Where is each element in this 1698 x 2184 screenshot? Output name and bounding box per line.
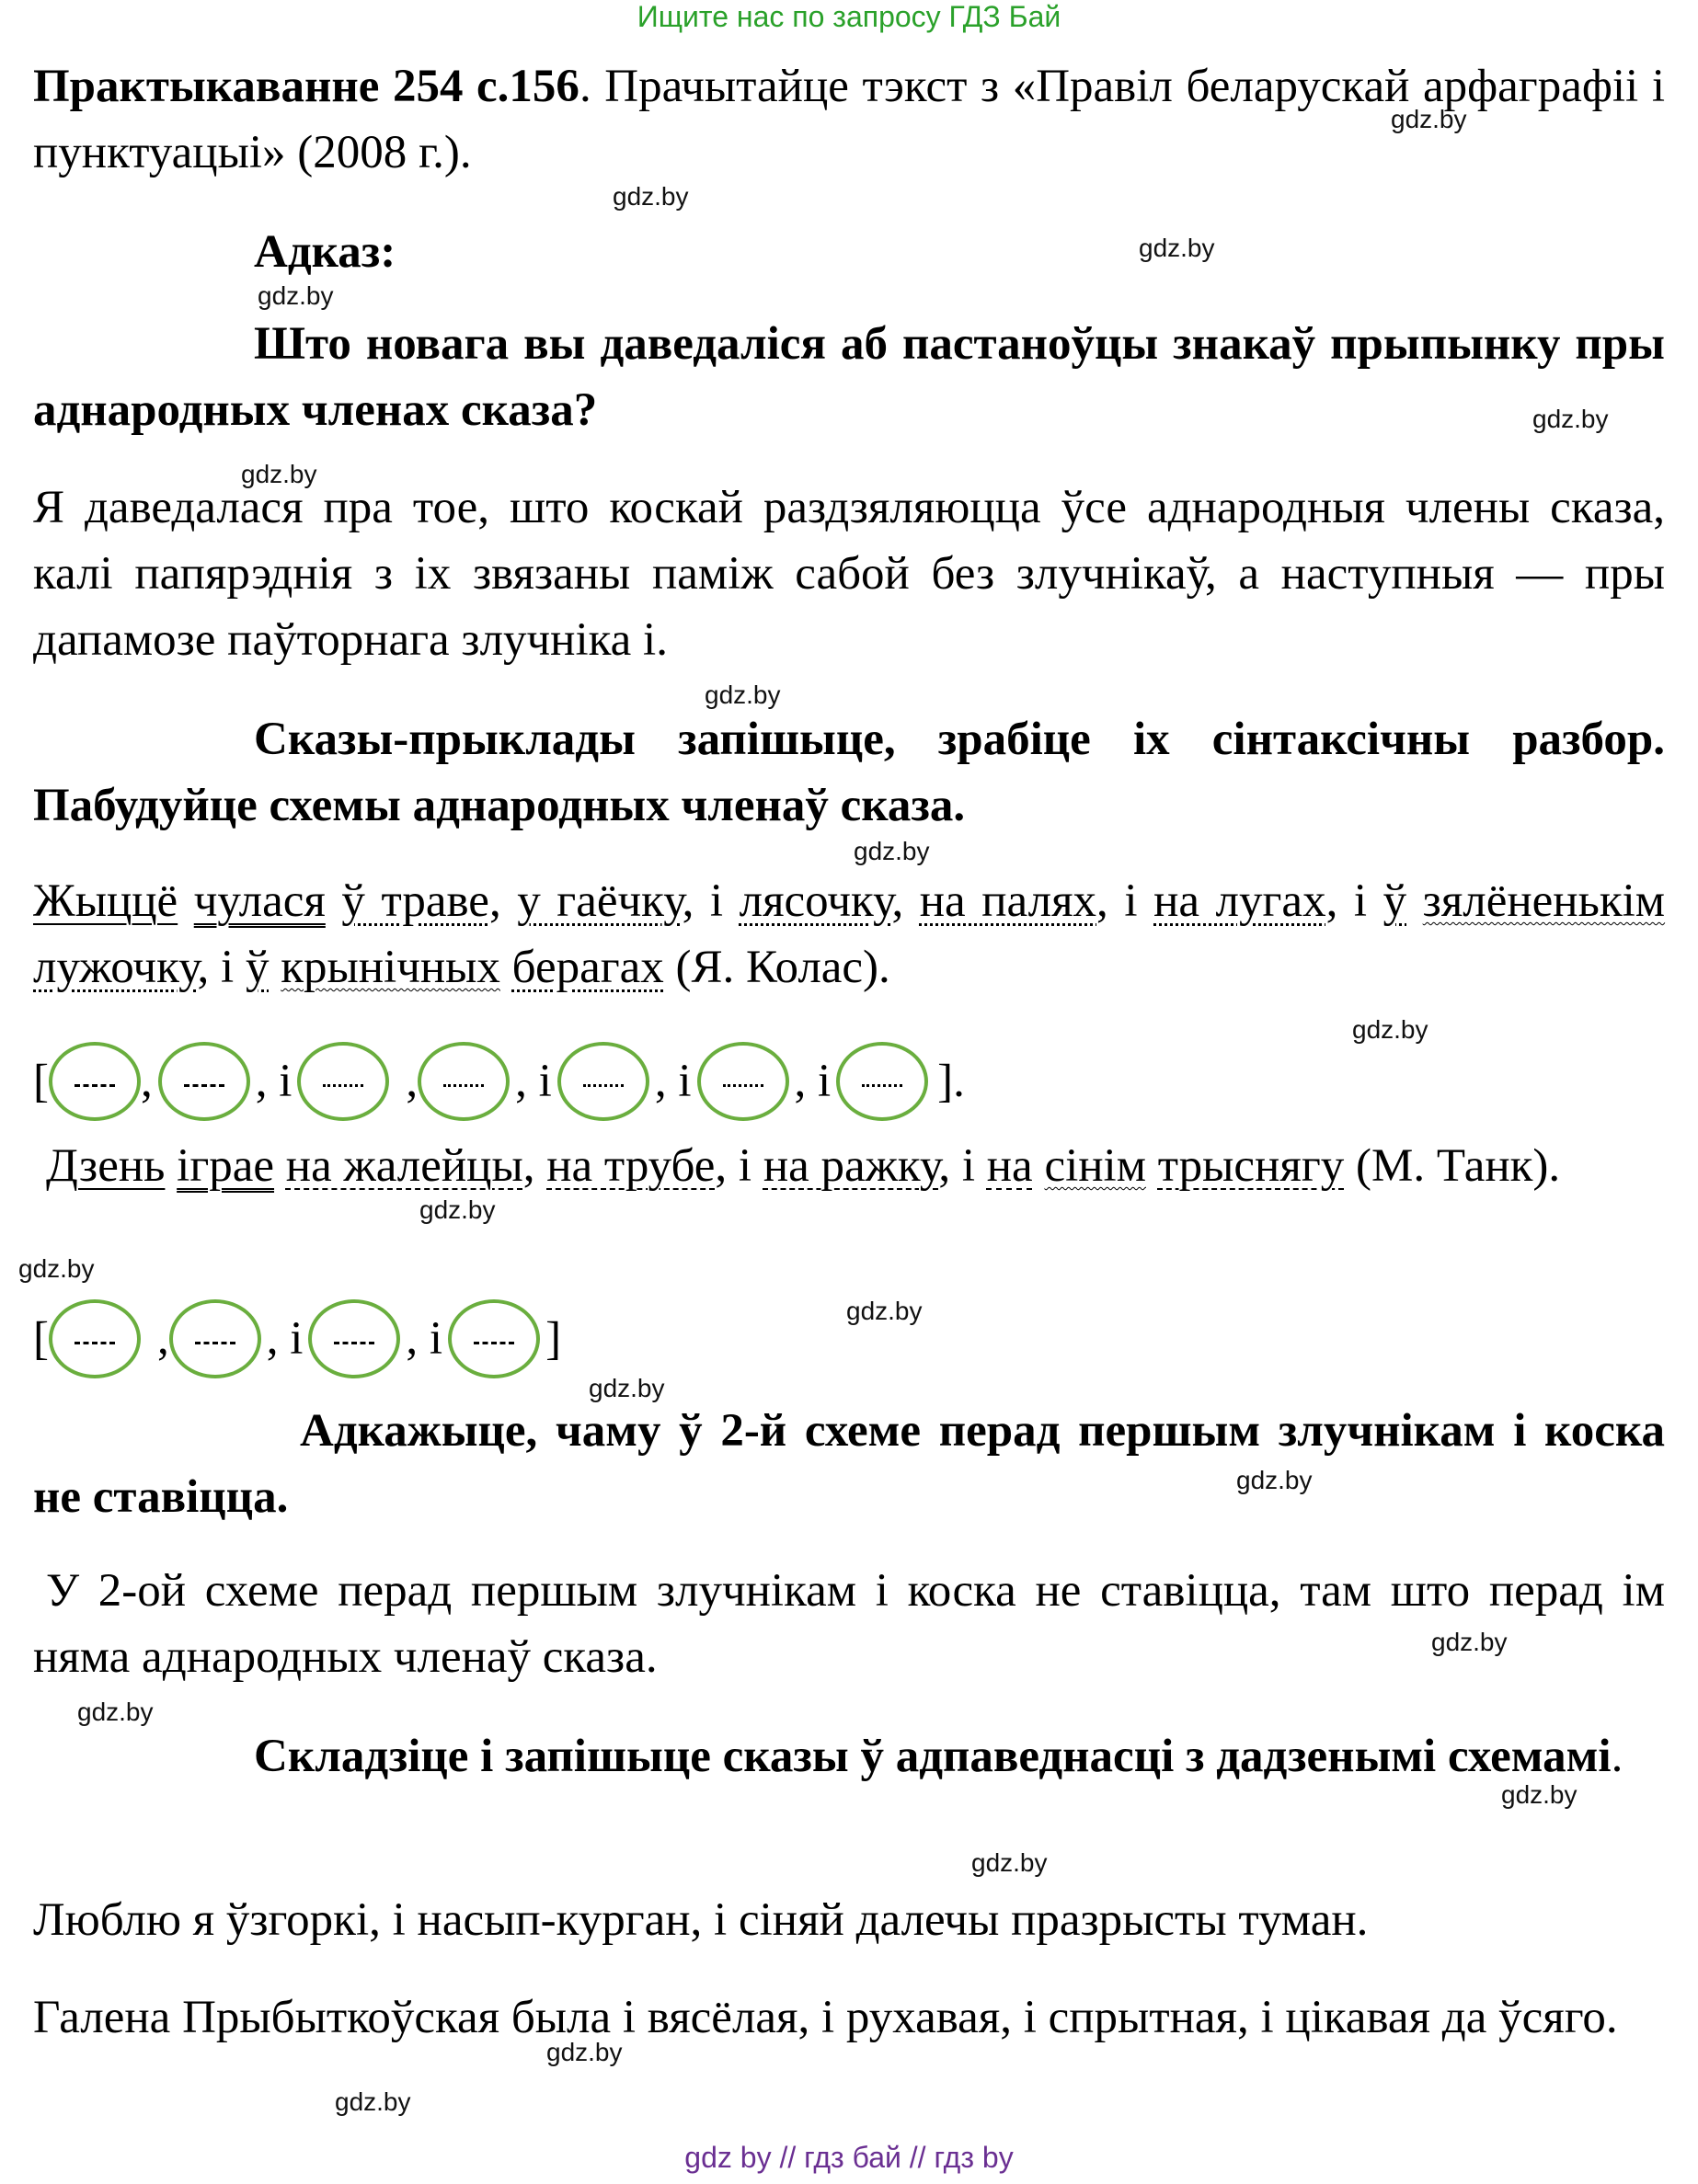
- question-4-text: Складзіце і запішыце сказы ў адпаведнасці з дадзенымі схемамі: [254, 1731, 1612, 1782]
- watermark: gdz.by: [1391, 105, 1467, 133]
- predicate-word: чулася: [193, 875, 326, 927]
- sentence-source-cont: Танк).: [1436, 1140, 1561, 1192]
- footer-links[interactable]: gdz by // гдз бай // гдз by: [684, 2141, 1014, 2174]
- punctuation: , і: [197, 942, 246, 993]
- homogeneous-member: на: [986, 1140, 1033, 1192]
- answer-3: У 2-ой схеме перад першым злучнікам і коска не ставіцца, там што перад ім няма аднародных членаў сказа.: [33, 1565, 1665, 1683]
- punctuation: , і: [715, 1140, 763, 1192]
- homogeneous-member: ў: [245, 942, 270, 993]
- top-banner[interactable]: Ищите нас по запросу ГДЗ Бай: [637, 0, 1061, 33]
- scheme-separator: ,: [140, 1056, 153, 1107]
- watermark: gdz.by: [1236, 1466, 1313, 1494]
- scheme-separator: , і: [654, 1056, 692, 1107]
- watermark: gdz.by: [1532, 405, 1609, 433]
- scheme-separator: , і: [406, 1313, 443, 1365]
- sentence-source: (Я. Колас).: [663, 942, 890, 993]
- scheme-separator: , і: [515, 1056, 552, 1107]
- watermark: gdz.by: [258, 281, 334, 310]
- watermark: gdz.by: [705, 680, 781, 709]
- scheme-separator: , і: [255, 1056, 293, 1107]
- punctuation: ,: [522, 1140, 547, 1192]
- sentence-source: (М.: [1344, 1140, 1426, 1192]
- homogeneous-circle: [297, 1042, 389, 1121]
- homogeneous-member: на ражку: [763, 1140, 939, 1192]
- punctuation: ,: [891, 875, 920, 927]
- scheme-1: [33, 1035, 965, 1127]
- task-instruction: . Прачытайце тэкст з «Правіл беларускай арфаграфіі і пунктуацыі» (2008 г.).: [33, 61, 1665, 178]
- question-1: Што новага вы даведаліся аб пастаноўцы знакаў прыпынку пры аднародных членах сказа?: [33, 318, 1665, 436]
- watermark: gdz.by: [335, 2087, 411, 2116]
- answer-1: Я даведалася пра тое, што коскай раздзяляюцца ўсе аднародныя члены сказа, калі папярэднія з іх звязаны паміж сабой без злучнікаў, а наступныя — пры дапамозе паўторнага злучніка і.: [33, 482, 1665, 666]
- watermark: gdz.by: [854, 837, 930, 865]
- homogeneous-member: на палях: [919, 875, 1097, 927]
- homogeneous-member: ў траве: [341, 875, 489, 927]
- scheme-separator: , і: [266, 1313, 304, 1365]
- task-number: Практыкаванне 254 с.156: [33, 61, 579, 112]
- homogeneous-circle: [448, 1299, 540, 1378]
- bracket-close: ]: [545, 1313, 562, 1365]
- homogeneous-circle: [158, 1042, 250, 1121]
- example-sentence-2: [33, 1133, 1665, 1199]
- homogeneous-member: берагах: [511, 942, 664, 993]
- homogeneous-member: на лугах: [1153, 875, 1326, 927]
- homogeneous-circle: [418, 1042, 510, 1121]
- attribute-word: зялёненькім: [1422, 875, 1666, 927]
- punctuation: , і: [938, 1140, 987, 1192]
- punctuation: , і: [682, 875, 740, 927]
- homogeneous-circle: [836, 1042, 928, 1121]
- watermark: gdz.by: [419, 1195, 496, 1224]
- watermark: gdz.by: [1431, 1628, 1508, 1656]
- watermark: gdz.by: [1501, 1780, 1578, 1809]
- punctuation: , і: [1096, 875, 1154, 927]
- homogeneous-circle: [169, 1299, 261, 1378]
- subject-word: Дзень: [46, 1140, 166, 1192]
- bracket-open: [: [33, 1056, 49, 1107]
- watermark: gdz.by: [613, 182, 689, 211]
- watermark: gdz.by: [589, 1374, 665, 1402]
- question-4: [33, 1723, 1665, 1790]
- predicate-word: іграе: [177, 1140, 275, 1192]
- scheme-2: [33, 1293, 561, 1385]
- homogeneous-member: лужочку: [33, 942, 198, 993]
- homogeneous-circle: [557, 1042, 649, 1121]
- answer-4-sentence-2: Галена Прыбыткоўская была і вясёлая, і рухавая, і спрытная, і цікавая да ўсяго.: [33, 1992, 1618, 2043]
- homogeneous-circle: [697, 1042, 789, 1121]
- homogeneous-member: на трубе: [546, 1140, 716, 1192]
- watermark: gdz.by: [546, 2038, 623, 2066]
- answer-label: Адказ:: [254, 226, 396, 278]
- homogeneous-member: на жалейцы: [285, 1140, 523, 1192]
- attribute-word: сінім: [1044, 1140, 1146, 1192]
- bracket-close: ].: [937, 1056, 965, 1107]
- punctuation: ,: [488, 875, 518, 927]
- watermark: gdz.by: [846, 1297, 923, 1325]
- watermark: gdz.by: [971, 1848, 1048, 1877]
- scheme-separator: , і: [794, 1056, 832, 1107]
- homogeneous-member: у гаёчку: [517, 875, 683, 927]
- example-sentence-1: [33, 868, 1665, 1001]
- question-3: Адкажыце, чаму ў 2-й схеме перад першым злучнікам і коска не ставіцца.: [33, 1405, 1665, 1523]
- watermark: gdz.by: [1139, 234, 1215, 262]
- bracket-open: [: [33, 1313, 49, 1365]
- attribute-word: крынічных: [281, 942, 500, 993]
- question-2: Сказы-прыклады запішыце, зрабіце іх сінтаксічны разбор. Пабудуйце схемы аднародных членаў сказа.: [33, 714, 1665, 831]
- punctuation: , і: [1325, 875, 1383, 927]
- watermark: gdz.by: [77, 1698, 154, 1726]
- homogeneous-circle: [49, 1299, 141, 1378]
- subject-word: Жыццё: [33, 875, 178, 927]
- watermark: gdz.by: [241, 460, 317, 488]
- homogeneous-member: лясочку: [739, 875, 892, 927]
- watermark: gdz.by: [1352, 1015, 1428, 1044]
- scheme-separator: ,: [156, 1313, 169, 1365]
- homogeneous-circle: [308, 1299, 400, 1378]
- homogeneous-member: ў: [1382, 875, 1407, 927]
- watermark: gdz.by: [18, 1254, 95, 1283]
- answer-4-sentence-1: Люблю я ўзгоркі, і насып-курган, і сіняй далечы празрысты туман.: [33, 1894, 1369, 1946]
- question-4-end: .: [1611, 1731, 1623, 1782]
- homogeneous-circle: [49, 1042, 141, 1121]
- homogeneous-member: трыснягу: [1157, 1140, 1345, 1192]
- scheme-separator: ,: [406, 1056, 419, 1107]
